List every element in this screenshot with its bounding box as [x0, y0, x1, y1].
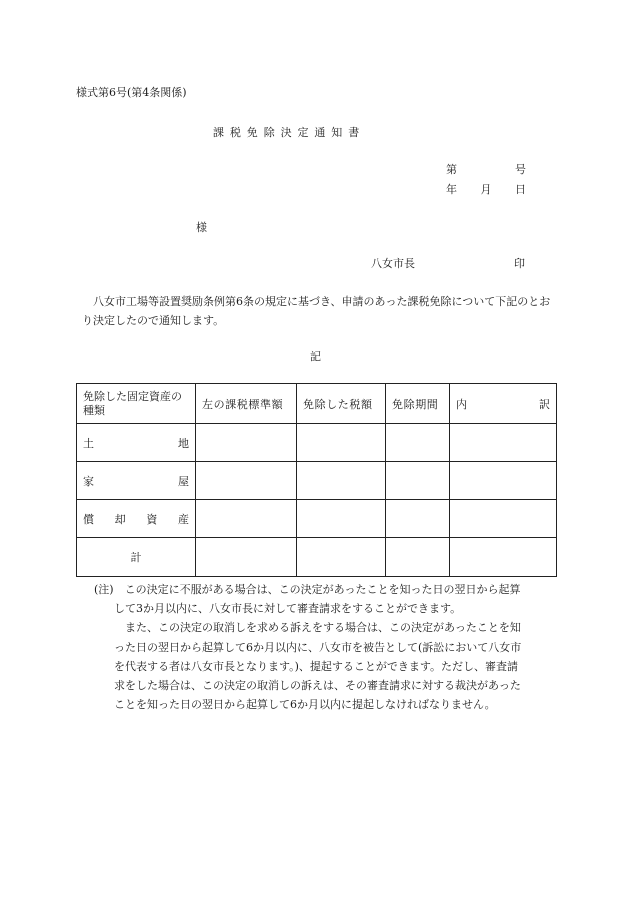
note-line: を代表する者は八女市長となります。)、提起することができます。ただし、審査請	[114, 659, 519, 673]
row-label-building: 家 屋	[77, 462, 196, 500]
note-line: ことを知った日の翌日から起算して6か月以内に提起しなければなりません。	[114, 698, 496, 712]
note-line: して3か月以内に、八女市長に対して審査請求をすることができます。	[114, 602, 462, 616]
table-cell	[196, 424, 297, 462]
header-tax-base: 左の課税標準額	[196, 384, 297, 424]
table-cell	[386, 538, 450, 577]
table-cell	[450, 462, 557, 500]
fixed-assets-table	[76, 383, 557, 577]
ki-label: 記	[310, 350, 321, 363]
header-exemption-period: 免除期間	[386, 384, 450, 424]
table-cell	[450, 424, 557, 462]
header-breakdown: 内 訳	[450, 384, 557, 424]
table-cell	[297, 424, 386, 462]
table-cell	[386, 500, 450, 538]
note-line: 求をした場合は、この決定の取消しの訴えは、その審査請求に対する裁決があった	[114, 679, 521, 693]
doc-number-prefix: 第	[446, 163, 457, 176]
table-cell	[297, 462, 386, 500]
table-cell	[297, 538, 386, 577]
body-text: 八女市工場等設置奨励条例第6条の規定に基づき、申請のあった課税免除について下記のとおり決定したので通知します。	[82, 295, 551, 327]
doc-number-suffix: 号	[515, 163, 526, 176]
document-date	[446, 181, 526, 197]
notes-section	[94, 580, 552, 714]
document-title: 課税免除決定通知書	[213, 126, 366, 139]
table-cell	[297, 500, 386, 538]
table-cell	[196, 462, 297, 500]
header-exempted-tax: 免除した税額	[297, 384, 386, 424]
header-asset-type: 免除した固定資産の種類	[77, 384, 196, 424]
row-label-depreciable-assets: 償 却 資 産	[77, 500, 196, 538]
table-row	[77, 500, 557, 538]
row-label-total: 計	[77, 538, 196, 577]
table-row	[77, 462, 557, 500]
date-month: 月	[480, 183, 492, 196]
seal-mark: 印	[514, 257, 525, 270]
addressee-suffix: 様	[196, 221, 207, 234]
note-line: った日の翌日から起算して6か月以内に、八女市を被告として(訴訟において八女市	[114, 640, 522, 654]
note-line: (注) この決定に不服がある場合は、この決定があったことを知った日の翌日から起算	[94, 583, 521, 596]
table-cell	[386, 424, 450, 462]
table-cell	[450, 538, 557, 577]
table-cell	[196, 500, 297, 538]
date-year: 年	[446, 183, 457, 196]
table-row	[77, 424, 557, 462]
row-label-land: 土 地	[77, 424, 196, 462]
table-cell	[386, 462, 450, 500]
date-day: 日	[515, 183, 526, 196]
table-header-row	[77, 384, 557, 424]
table-row-total	[77, 538, 557, 577]
note-line: また、この決定の取消しを求める訴えをする場合は、この決定があったことを知	[114, 621, 521, 635]
table-cell	[196, 538, 297, 577]
issuer-name: 八女市長	[371, 257, 415, 270]
table-cell	[450, 500, 557, 538]
form-number: 様式第6号(第4条関係)	[76, 86, 187, 99]
document-number	[446, 161, 526, 177]
